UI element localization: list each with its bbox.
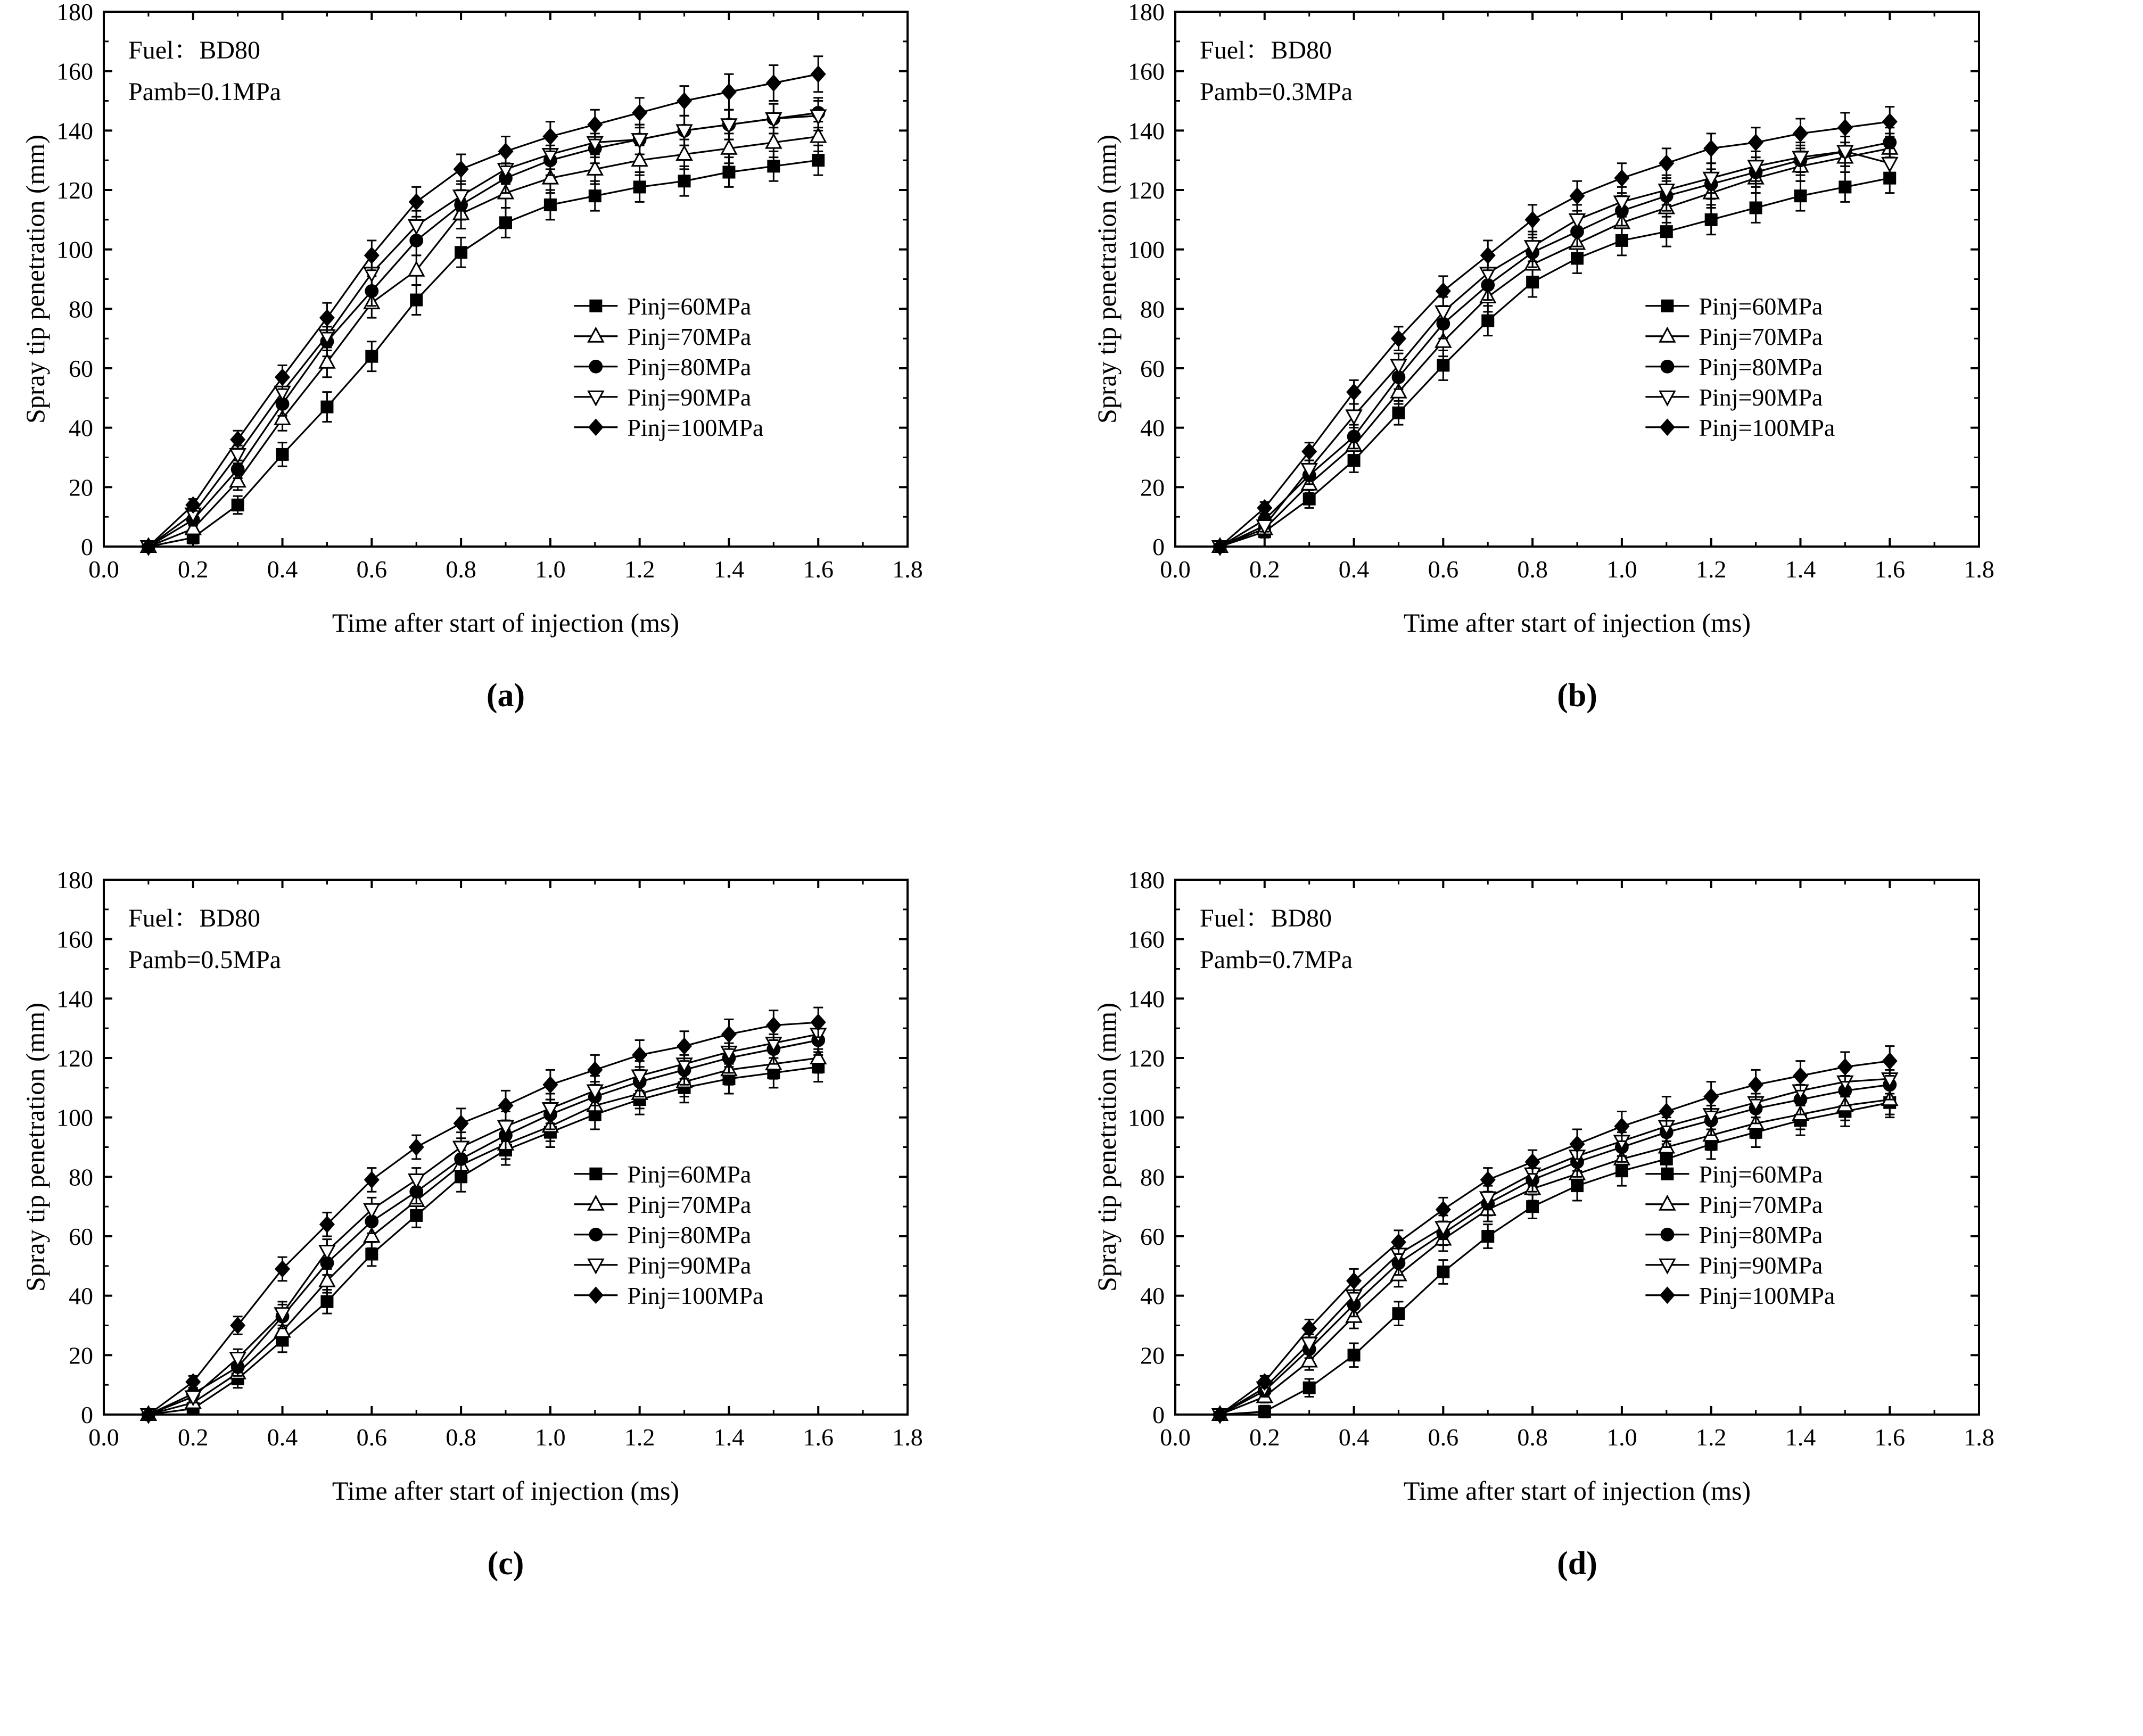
y-tick-label: 120 (1128, 177, 1165, 204)
x-tick-label: 0.0 (88, 1424, 119, 1451)
marker-filled-diamond (632, 105, 646, 121)
x-tick-label: 1.2 (624, 1424, 655, 1451)
x-axis-title: Time after start of injection (ms) (332, 608, 680, 638)
marker-filled-diamond (543, 1077, 557, 1093)
marker-filled-square (1527, 1201, 1538, 1212)
x-tick-label: 1.0 (535, 556, 566, 583)
marker-filled-diamond (1481, 1172, 1495, 1188)
legend-label: Pinj=60MPa (627, 292, 752, 320)
marker-filled-square (812, 154, 824, 166)
marker-filled-diamond (1660, 155, 1674, 171)
marker-filled-square (590, 1168, 601, 1180)
chart-svg-c (0, 868, 1072, 1736)
marker-filled-circle (1883, 136, 1896, 149)
x-tick-label: 0.2 (178, 556, 209, 583)
x-tick-label: 1.6 (1874, 556, 1905, 583)
marker-open-triangle-down (589, 391, 604, 404)
x-tick-label: 0.6 (1428, 1424, 1459, 1451)
marker-filled-circle (232, 463, 244, 476)
marker-filled-diamond (1838, 1059, 1852, 1075)
x-tick-label: 0.4 (1338, 556, 1370, 583)
y-tick-label: 100 (1128, 236, 1165, 263)
chart-svg-d (1072, 868, 2143, 1736)
legend-label: Pinj=90MPa (627, 1251, 752, 1279)
x-tick-label: 1.4 (1785, 1424, 1816, 1451)
legend-entry (1645, 1282, 1835, 1309)
annotation-ambient-pressure: Pamb=0.7MPa (1200, 946, 1353, 974)
y-axis-title: Spray tip penetration (mm) (20, 1003, 50, 1292)
marker-filled-diamond (1704, 1089, 1718, 1105)
marker-filled-square (1661, 226, 1672, 237)
marker-filled-square (321, 401, 333, 413)
marker-filled-diamond (1749, 1077, 1762, 1093)
marker-filled-square (634, 181, 646, 193)
legend-label: Pinj=100MPa (1699, 1282, 1835, 1309)
x-tick-label: 0.2 (1249, 1424, 1280, 1451)
marker-filled-diamond (722, 1026, 736, 1042)
y-tick-label: 80 (69, 295, 93, 323)
legend-label: Pinj=70MPa (627, 323, 752, 350)
y-tick-label: 120 (1128, 1045, 1165, 1072)
legend-entry (1645, 1191, 1823, 1218)
y-tick-label: 180 (1128, 0, 1165, 26)
marker-filled-diamond (677, 93, 691, 109)
marker-open-triangle-down (1882, 158, 1897, 171)
legend-label: Pinj=80MPa (627, 1221, 752, 1249)
marker-filled-square (1259, 1406, 1271, 1417)
marker-filled-square (1304, 493, 1315, 505)
y-tick-label: 180 (1128, 868, 1165, 894)
chart-svg-b (1072, 0, 2143, 868)
marker-filled-square (1304, 1382, 1315, 1394)
legend-entry (574, 353, 751, 381)
x-tick-label: 0.0 (1160, 1424, 1191, 1451)
x-tick-label: 0.6 (1428, 556, 1459, 583)
marker-open-triangle-down (1660, 391, 1675, 404)
x-axis-title: Time after start of injection (ms) (1403, 608, 1751, 638)
legend-entry (574, 1161, 751, 1188)
x-tick-label: 1.4 (713, 556, 745, 583)
marker-filled-diamond (409, 1139, 423, 1155)
panel-a (0, 0, 1072, 868)
legend-entry (574, 1252, 751, 1279)
y-tick-label: 0 (81, 533, 93, 560)
legend-label: Pinj=60MPa (1699, 1160, 1823, 1188)
x-tick-label: 1.2 (1695, 556, 1727, 583)
marker-filled-square (1482, 315, 1494, 327)
legend-label: Pinj=90MPa (1699, 1251, 1823, 1279)
y-tick-label: 60 (1140, 355, 1165, 382)
marker-filled-square (1482, 1230, 1494, 1242)
marker-filled-diamond (632, 1047, 646, 1063)
y-tick-label: 80 (1140, 295, 1165, 323)
y-tick-label: 100 (56, 1104, 93, 1131)
marker-filled-square (1661, 300, 1673, 312)
marker-open-triangle-down (1660, 1259, 1675, 1272)
marker-filled-diamond (454, 161, 468, 177)
y-tick-label: 140 (1128, 985, 1165, 1013)
y-tick-label: 140 (56, 985, 93, 1013)
legend-label: Pinj=70MPa (1699, 1191, 1823, 1218)
x-tick-label: 1.0 (1606, 556, 1637, 583)
marker-filled-square (232, 499, 244, 511)
annotation-fuel: Fuel：BD80 (128, 904, 261, 932)
marker-filled-diamond (1749, 135, 1762, 151)
y-tick-label: 0 (1152, 533, 1165, 560)
marker-filled-square (1392, 407, 1404, 419)
marker-filled-diamond (589, 1287, 603, 1303)
marker-filled-square (590, 300, 601, 312)
legend-label: Pinj=70MPa (1699, 323, 1823, 350)
y-tick-label: 40 (69, 1282, 93, 1310)
panel-d (1072, 868, 2143, 1736)
marker-filled-circle (589, 360, 602, 373)
legend-label: Pinj=60MPa (1699, 292, 1823, 320)
x-tick-label: 0.8 (1517, 556, 1548, 583)
marker-filled-diamond (543, 129, 557, 145)
legend-label: Pinj=90MPa (1699, 383, 1823, 411)
y-tick-label: 140 (56, 117, 93, 145)
y-tick-label: 40 (1140, 1282, 1165, 1310)
x-axis-title: Time after start of injection (ms) (332, 1476, 680, 1506)
legend-label: Pinj=80MPa (1699, 1221, 1823, 1249)
legend-entry (574, 1282, 763, 1309)
legend-label: Pinj=60MPa (627, 1160, 752, 1188)
marker-filled-square (1348, 1349, 1360, 1361)
legend-entry (1645, 293, 1823, 320)
marker-filled-square (679, 175, 690, 187)
annotation-fuel: Fuel：BD80 (128, 36, 261, 64)
y-tick-label: 80 (1140, 1163, 1165, 1191)
y-axis-title: Spray tip penetration (mm) (1092, 135, 1122, 424)
legend-entry (574, 323, 751, 350)
marker-filled-diamond (1615, 170, 1629, 186)
y-tick-label: 120 (56, 177, 93, 204)
legend-entry (1645, 353, 1823, 381)
marker-filled-diamond (1570, 188, 1584, 204)
legend-entry (574, 384, 751, 411)
marker-filled-diamond (588, 117, 602, 133)
marker-filled-diamond (766, 1018, 780, 1034)
y-tick-label: 0 (81, 1401, 93, 1428)
marker-filled-square (723, 167, 735, 178)
y-tick-label: 160 (1128, 925, 1165, 953)
x-tick-label: 1.8 (892, 1424, 923, 1451)
marker-filled-diamond (1883, 1053, 1897, 1069)
y-tick-label: 160 (56, 925, 93, 953)
x-tick-label: 0.6 (356, 556, 388, 583)
x-tick-label: 1.4 (1785, 556, 1816, 583)
y-tick-label: 40 (69, 414, 93, 442)
y-tick-label: 20 (1140, 1342, 1165, 1369)
marker-open-triangle-down (589, 1259, 604, 1272)
x-tick-label: 0.6 (356, 1424, 388, 1451)
legend-entry (1645, 414, 1835, 441)
panel-c (0, 868, 1072, 1736)
y-axis-title: Spray tip penetration (mm) (1092, 1003, 1122, 1292)
panel-label: (b) (1557, 677, 1597, 714)
y-tick-label: 40 (1140, 414, 1165, 442)
marker-filled-square (455, 246, 467, 258)
marker-filled-diamond (454, 1115, 468, 1131)
marker-filled-square (1437, 359, 1449, 371)
panel-label: (c) (487, 1545, 524, 1582)
x-axis-title: Time after start of injection (ms) (1403, 1476, 1751, 1506)
y-tick-label: 20 (1140, 474, 1165, 501)
marker-filled-square (321, 1296, 333, 1308)
y-tick-label: 180 (56, 868, 93, 894)
legend-entry (1645, 1221, 1823, 1249)
annotation-ambient-pressure: Pamb=0.1MPa (128, 78, 282, 106)
marker-filled-diamond (589, 419, 603, 435)
marker-filled-circle (1661, 360, 1674, 373)
marker-filled-square (768, 160, 779, 172)
y-tick-label: 60 (1140, 1223, 1165, 1250)
marker-filled-circle (589, 1228, 602, 1241)
legend-entry (1645, 384, 1823, 411)
x-tick-label: 0.2 (1249, 556, 1280, 583)
marker-filled-square (1661, 1168, 1673, 1180)
x-tick-label: 0.2 (178, 1424, 209, 1451)
marker-filled-diamond (1481, 247, 1495, 263)
marker-filled-square (410, 294, 422, 306)
marker-open-triangle-down (409, 1174, 424, 1187)
marker-filled-square (1794, 190, 1806, 202)
x-tick-label: 0.8 (1517, 1424, 1548, 1451)
y-tick-label: 0 (1152, 1401, 1165, 1428)
marker-filled-diamond (1660, 419, 1674, 435)
y-tick-label: 80 (69, 1163, 93, 1191)
annotation-fuel: Fuel：BD80 (1200, 36, 1332, 64)
x-tick-label: 1.6 (803, 1424, 834, 1451)
marker-filled-diamond (499, 1097, 513, 1113)
legend-label: Pinj=100MPa (627, 414, 764, 441)
panel-label: (a) (486, 677, 525, 714)
y-tick-label: 160 (56, 57, 93, 85)
x-tick-label: 1.8 (1964, 556, 1994, 583)
x-tick-label: 1.2 (1695, 1424, 1727, 1451)
x-tick-label: 0.0 (88, 556, 119, 583)
x-tick-label: 0.4 (267, 556, 298, 583)
marker-filled-square (589, 190, 601, 202)
x-tick-label: 1.0 (1606, 1424, 1637, 1451)
marker-filled-square (1437, 1266, 1449, 1278)
marker-open-triangle-up (1660, 328, 1675, 342)
y-tick-label: 140 (1128, 117, 1165, 145)
marker-filled-square (366, 1249, 377, 1260)
marker-filled-square (1839, 181, 1851, 193)
legend-entry (1645, 1252, 1823, 1279)
y-axis-title: Spray tip penetration (mm) (20, 135, 50, 424)
panel-b (1072, 0, 2143, 868)
series-line (1220, 1085, 1890, 1415)
x-tick-label: 1.2 (624, 556, 655, 583)
marker-filled-diamond (499, 144, 513, 160)
marker-open-triangle-up (1660, 1196, 1675, 1210)
x-tick-label: 1.6 (1874, 1424, 1905, 1451)
marker-filled-diamond (1793, 1068, 1807, 1084)
x-tick-label: 0.4 (267, 1424, 298, 1451)
x-tick-label: 0.0 (1160, 556, 1191, 583)
y-tick-label: 60 (69, 355, 93, 382)
marker-filled-diamond (1660, 1287, 1674, 1303)
legend-label: Pinj=80MPa (627, 353, 752, 381)
legend-entry (1645, 323, 1823, 350)
x-tick-label: 1.8 (1964, 1424, 1994, 1451)
marker-filled-square (1750, 202, 1762, 214)
x-tick-label: 0.8 (446, 556, 476, 583)
legend-label: Pinj=80MPa (1699, 353, 1823, 381)
marker-filled-diamond (1793, 126, 1807, 142)
annotation-ambient-pressure: Pamb=0.5MPa (128, 946, 282, 974)
marker-open-triangle-down (454, 1142, 468, 1155)
marker-filled-diamond (1704, 140, 1718, 156)
marker-filled-diamond (1883, 114, 1897, 130)
y-tick-label: 60 (69, 1223, 93, 1250)
y-tick-label: 20 (69, 474, 93, 501)
x-tick-label: 0.8 (446, 1424, 476, 1451)
marker-filled-square (545, 199, 556, 211)
annotation-ambient-pressure: Pamb=0.3MPa (1200, 78, 1353, 106)
marker-filled-circle (1661, 1228, 1674, 1241)
x-tick-label: 1.4 (713, 1424, 745, 1451)
marker-filled-square (1705, 214, 1717, 226)
x-tick-label: 1.8 (892, 556, 923, 583)
marker-filled-diamond (588, 1062, 602, 1078)
marker-filled-square (277, 449, 289, 460)
marker-filled-diamond (1436, 1202, 1450, 1218)
marker-filled-diamond (1838, 120, 1852, 136)
legend-label: Pinj=90MPa (627, 383, 752, 411)
marker-filled-diamond (1615, 1119, 1629, 1135)
marker-filled-diamond (722, 84, 736, 100)
legend-label: Pinj=70MPa (627, 1191, 752, 1218)
y-tick-label: 120 (56, 1045, 93, 1072)
marker-open-triangle-down (1570, 214, 1585, 227)
y-tick-label: 20 (69, 1342, 93, 1369)
y-tick-label: 180 (56, 0, 93, 26)
marker-filled-diamond (1526, 212, 1539, 228)
marker-filled-diamond (766, 75, 780, 91)
marker-filled-circle (1348, 431, 1361, 443)
marker-filled-square (366, 351, 377, 362)
legend-entry (574, 1191, 751, 1218)
legend-entry (574, 1221, 751, 1249)
y-tick-label: 100 (1128, 1104, 1165, 1131)
legend-entry (574, 414, 763, 441)
marker-filled-diamond (1660, 1104, 1674, 1120)
x-tick-label: 1.0 (535, 1424, 566, 1451)
y-tick-label: 100 (56, 236, 93, 263)
legend-label: Pinj=100MPa (1699, 414, 1835, 441)
annotation-fuel: Fuel：BD80 (1200, 904, 1332, 932)
marker-filled-diamond (811, 66, 825, 82)
y-tick-label: 160 (1128, 57, 1165, 85)
marker-open-triangle-up (589, 328, 604, 342)
marker-filled-square (1392, 1308, 1404, 1319)
marker-open-triangle-up (589, 1196, 604, 1210)
chart-svg-a (0, 0, 1072, 868)
x-tick-label: 1.6 (803, 556, 834, 583)
marker-filled-diamond (677, 1038, 691, 1054)
panel-label: (d) (1557, 1545, 1597, 1582)
marker-filled-square (500, 217, 512, 228)
legend-entry (574, 293, 751, 320)
legend-label: Pinj=100MPa (627, 1282, 764, 1309)
x-tick-label: 0.4 (1338, 1424, 1370, 1451)
